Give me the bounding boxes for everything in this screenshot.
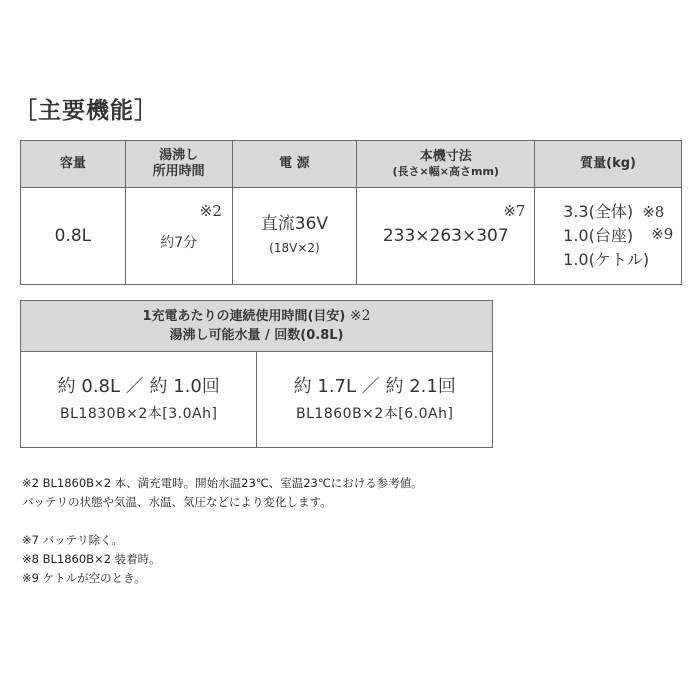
header-power: 電 源 (232, 141, 357, 188)
value-mass (535, 188, 682, 285)
spec-value-row (21, 188, 682, 285)
runtime-amount: 約 0.8L ／ 約 1.0回 (57, 376, 220, 397)
power-main: 直流36V (260, 214, 329, 235)
mass-total: 3.3(全体) (563, 202, 634, 221)
dimensions-text: 233×263×307 (382, 226, 509, 246)
runtime-cell-6ah (257, 352, 493, 448)
header-dimensions-line2: (長さ×幅×高さmm) (392, 165, 499, 179)
header-dimensions (357, 141, 535, 188)
power-sub: (18V×2) (269, 241, 320, 255)
value-capacity: 0.8L (21, 188, 126, 285)
runtime-value-row (21, 352, 493, 448)
runtime-header-row (21, 301, 493, 352)
header-dimensions-line1: 本機寸法 (419, 149, 472, 164)
spec-header-row (21, 141, 682, 188)
spec-table (20, 140, 682, 285)
footnotes (22, 474, 423, 588)
runtime-table (20, 300, 493, 448)
boil-time-text: 約7分 (160, 235, 198, 251)
section-title: ［主要機能］ (14, 98, 158, 124)
value-boil-time (125, 188, 232, 285)
header-boil-time-line2: 所用時間 (152, 164, 205, 179)
runtime-battery: BL1860B×2本[6.0Ah] (296, 405, 454, 422)
footnote-2-line2: バッテリの状態や気温、水温、気圧などにより変化します。 (22, 495, 332, 509)
dimensions-note: ※7 (503, 202, 526, 220)
value-power (232, 188, 357, 285)
footnote-2-line1: ※2 BL1860B×2 本、満充電時。開始水温23℃、室温23℃における参考値。 (22, 476, 423, 490)
runtime-amount: 約 1.7L ／ 約 2.1回 (293, 376, 456, 397)
footnote-8: ※8 BL1860B×2 装着時。 (22, 552, 161, 566)
boil-time-note: ※2 (199, 202, 222, 220)
runtime-cell-3ah (21, 352, 257, 448)
header-mass: 質量(kg) (535, 141, 682, 188)
runtime-header-note: ※2 (349, 308, 371, 325)
runtime-header-line1: 1充電あたりの連続使用時間(目安) (142, 309, 346, 325)
value-dimensions (357, 188, 535, 285)
mass-kettle-note: ※9 (651, 225, 674, 243)
runtime-header-line2: 湯沸し可能水量 / 回数(0.8L) (169, 328, 344, 343)
header-boil-time-line1: 湯沸し (159, 147, 199, 163)
footnote-7: ※7 バッテリ除く。 (22, 533, 123, 547)
runtime-battery: BL1830B×2本[3.0Ah] (60, 405, 218, 422)
mass-base: 1.0(台座) (563, 226, 634, 245)
header-boil-time (125, 141, 232, 188)
mass-total-note: ※8 (642, 203, 665, 221)
runtime-header (21, 301, 493, 352)
header-capacity: 容量 (21, 141, 126, 188)
mass-kettle: 1.0(ケトル) (563, 250, 650, 269)
footnote-9: ※9 ケトルが空のとき。 (22, 571, 146, 585)
